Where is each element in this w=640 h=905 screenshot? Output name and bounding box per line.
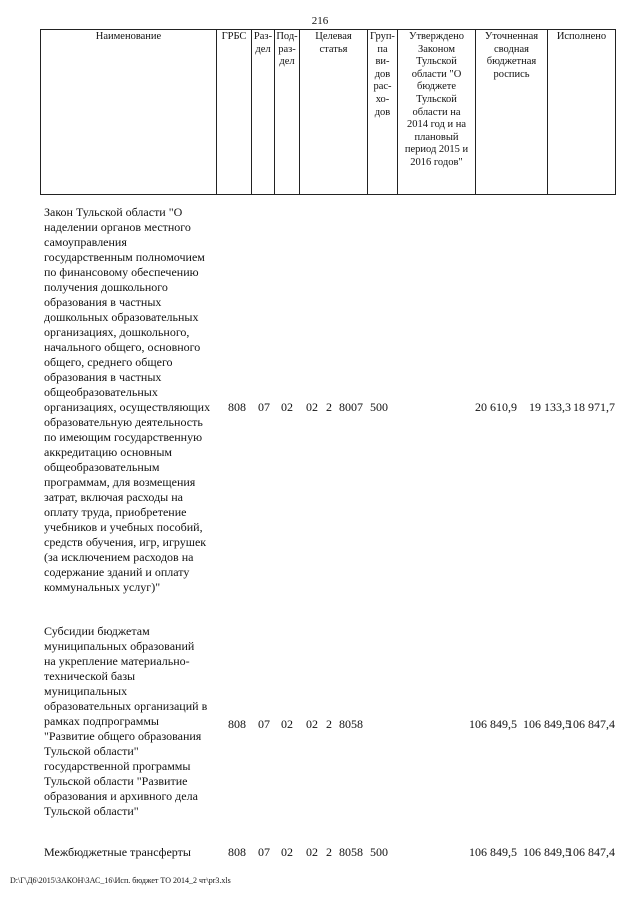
row-executed: 106 847,4 — [567, 845, 615, 859]
header-podrazdel: Под- раз- дел — [275, 30, 300, 195]
row-razdel: 07 — [258, 845, 270, 859]
header-grbs: ГРБС — [217, 30, 252, 195]
row-specified: 19 133,3 — [529, 400, 571, 414]
row-grbs: 808 — [228, 717, 246, 731]
row-target-subprogram: 2 — [326, 717, 332, 731]
row-target-code: 8058 — [339, 845, 363, 859]
row-target-code: 8058 — [339, 717, 363, 731]
row-target-program: 02 — [306, 717, 318, 731]
row-specified: 106 849,5 — [523, 845, 571, 859]
row-target-program: 02 — [306, 845, 318, 859]
row-executed: 18 971,7 — [573, 400, 615, 414]
row-podrazdel: 02 — [281, 717, 293, 731]
header-executed: Исполнено — [548, 30, 616, 195]
row-podrazdel: 02 — [281, 400, 293, 414]
row-name: Закон Тульской области "О наделении органов местного самоуправления государственным полномочием по финансовому обеспечению получения дошкольного образования в частных дошкольных образовательных организациях, дошкольного, начального общего, основного общего, среднего общего образования в частных общеобразовательных организациях, осуществляющих образовательную деятельность по имеющим государственную аккредитацию основным общеобразовательным программам, для возмещения затрат, включая расходы на оплату труда, приобретение учебников и учебных пособий, средств обучения, игр, игрушек (за исключением расходов на содержание зданий и оплату коммунальных услуг)" — [44, 205, 211, 594]
row-expense-group: 500 — [370, 845, 388, 859]
row-grbs: 808 — [228, 400, 246, 414]
table-row — [44, 845, 619, 863]
header-expense-group: Груп- па ви- дов рас- хо- дов — [368, 30, 398, 195]
row-target-program: 02 — [306, 400, 318, 414]
row-razdel: 07 — [258, 717, 270, 731]
row-approved: 20 610,9 — [475, 400, 517, 414]
header-razdel: Раз- дел — [252, 30, 275, 195]
row-razdel: 07 — [258, 400, 270, 414]
header-target-article: Целевая статья — [300, 30, 368, 195]
row-expense-group: 500 — [370, 400, 388, 414]
row-name: Межбюджетные трансферты — [44, 845, 191, 859]
page-number: 216 — [311, 15, 329, 27]
row-specified: 106 849,5 — [523, 717, 571, 731]
file-path-footer: D:\Г\Д6\2015\ЗАКОН\ЗАС_16\Исп. бюджет ТО 2014_2 чт\pr3.xls — [10, 876, 231, 885]
row-approved: 106 849,5 — [469, 845, 517, 859]
row-executed: 106 847,4 — [567, 717, 615, 731]
header-approved: Утверждено Законом Тульской области "О бюджете Тульской области на 2014 год и на плановый период 2015 и 2016 годов" — [398, 30, 476, 195]
table-row — [44, 624, 619, 824]
row-grbs: 808 — [228, 845, 246, 859]
row-target-subprogram: 2 — [326, 845, 332, 859]
row-target-subprogram: 2 — [326, 400, 332, 414]
row-podrazdel: 02 — [281, 845, 293, 859]
table-row — [44, 205, 619, 610]
header-specified: Уточненная сводная бюджетная роспись — [476, 30, 548, 195]
header-name: Наименование — [41, 30, 217, 195]
table-header — [40, 29, 616, 195]
row-approved: 106 849,5 — [469, 717, 517, 731]
row-name: Субсидии бюджетам муниципальных образований на укрепление материально- технической базы муниципальных образовательных организаций в рамках подпрограммы "Развитие общего образования Тульской области" государственной программы Тульской области "Развитие образования и архивного дела Тульской области" — [44, 624, 208, 818]
row-target-code: 8007 — [339, 400, 363, 414]
